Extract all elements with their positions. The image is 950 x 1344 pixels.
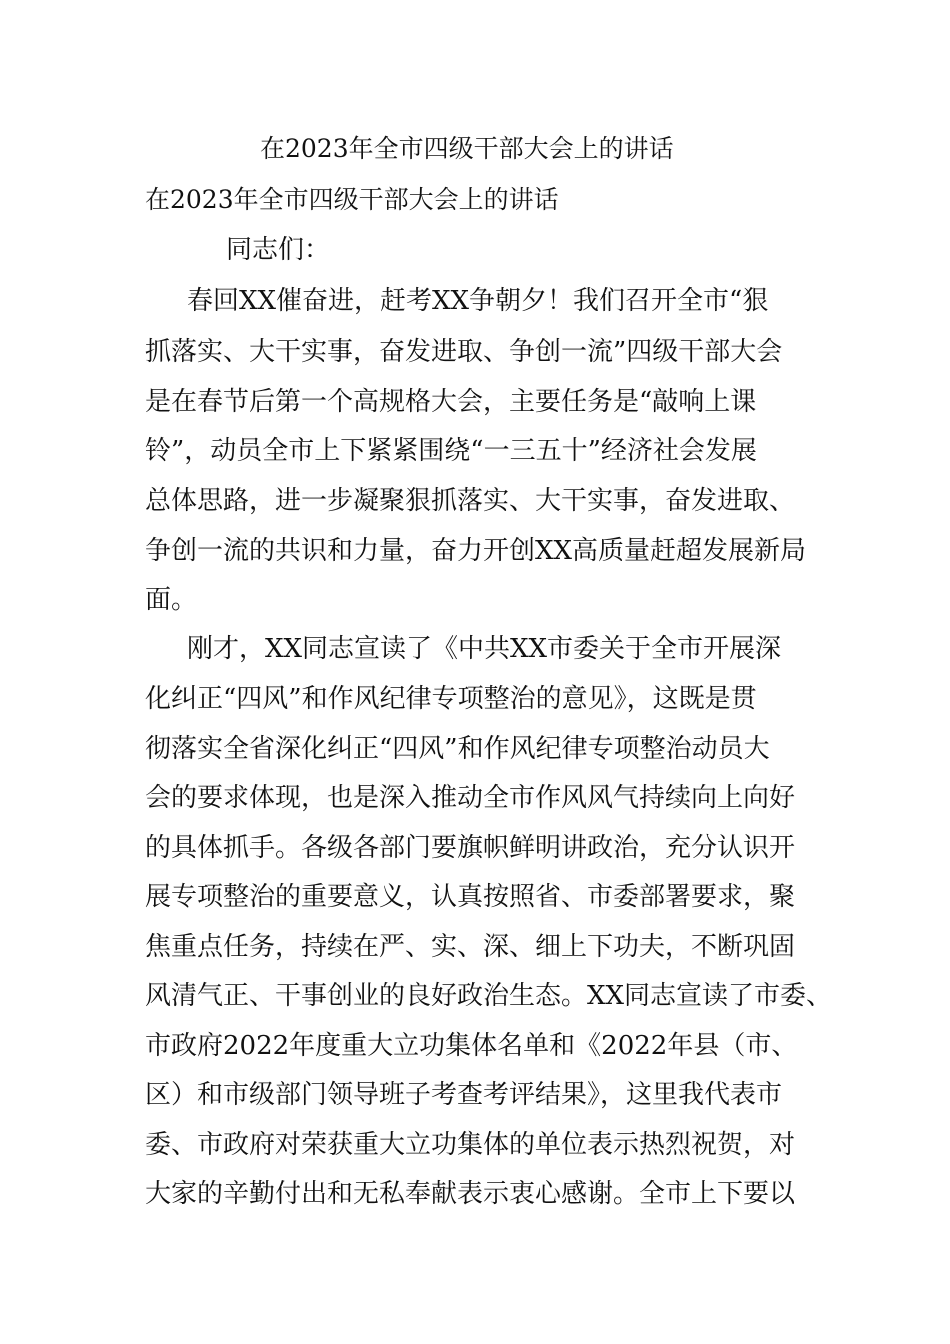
text-line: 抓落实、大干实事，奋发进取、争创一流”四级干部大会 [145, 337, 783, 367]
text-line: 会的要求体现，也是深入推动全市作风风气持续向上向好 [145, 783, 796, 813]
text-line: 市政府2022年度重大立功集体名单和《2022年县（市、 [145, 1031, 798, 1061]
text-line: 争创一流的共识和力量，奋力开创XX高质量赶超发展新局 [145, 536, 807, 566]
text-line: 大家的辛勤付出和无私奉献表示衷心感谢。全市上下要以 [145, 1179, 796, 1209]
text-line: 展专项整治的重要意义，认真按照省、市委部署要求，聚 [145, 882, 796, 912]
text-line: 风清气正、干事创业的良好政治生态。XX同志宣读了市委、 [145, 981, 833, 1011]
text-line: 委、市政府对荣获重大立功集体的单位表示热烈祝贺，对 [145, 1130, 796, 1160]
text-line: 总体思路，进一步凝聚狠抓落实、大干实事，奋发进取、 [145, 486, 796, 516]
text-line: 区）和市级部门领导班子考查考评结果》，这里我代表市 [145, 1080, 783, 1110]
text-line: 刚才，XX同志宣读了《中共XX市委关于全市开展深 [187, 634, 782, 664]
text-line: 是在春节后第一个高规格大会，主要任务是“敲响上课 [145, 387, 757, 417]
text-line: 春回XX催奋进，赶考XX争朝夕！我们召开全市“狠 [187, 286, 769, 316]
text-line: 彻落实全省深化纠正“四风”和作风纪律专项整治动员大 [145, 734, 770, 764]
text-line: 的具体抓手。各级各部门要旗帜鲜明讲政治，充分认识开 [145, 833, 796, 863]
document-subtitle: 在2023年全市四级干部大会上的讲话 [145, 185, 559, 214]
document-title: 在2023年全市四级干部大会上的讲话 [260, 134, 674, 163]
text-line: 化纠正“四风”和作风纪律专项整治的意见》，这既是贯 [145, 684, 757, 714]
text-line: 面。 [145, 585, 198, 615]
salutation: 同志们： [226, 235, 331, 265]
text-line: 焦重点任务，持续在严、实、深、细上下功夫，不断巩固 [145, 932, 796, 962]
text-line: 铃”，动员全市上下紧紧围绕“一三五十”经济社会发展 [145, 436, 757, 466]
